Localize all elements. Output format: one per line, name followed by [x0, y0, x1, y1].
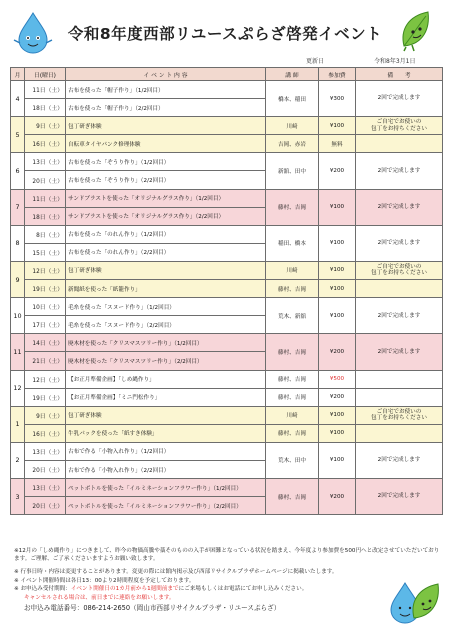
table-header-row [11, 68, 443, 81]
date-cell: 21日（土） [25, 352, 66, 370]
note-cell [356, 135, 443, 153]
note-cell [356, 280, 443, 298]
event-content-cell: 自転車タイヤパンク修理体験 [66, 135, 266, 153]
updated-label: 更新日 [306, 58, 325, 65]
month-cell: 6 [11, 153, 25, 189]
event-content-cell: サンドブラストを使った「オリジナルグラス作り」（1/2回目） [66, 189, 266, 207]
table-row [11, 424, 443, 442]
instructor-cell: 新舘、田中 [266, 153, 319, 189]
event-content-cell: ペットボトルを使った「イルミネーションフラワー作り」（1/2回目） [66, 479, 266, 497]
date-cell: 19日（土） [25, 388, 66, 406]
table-row [11, 225, 443, 243]
date-cell: 11日（土） [25, 81, 66, 99]
event-content-cell: 【お正月準備企画】「しめ縄作り」 [66, 370, 266, 388]
event-content-cell: 牛乳パックを使った「紙すき体験」 [66, 424, 266, 442]
fee-cell: ¥500 [319, 370, 356, 388]
event-content-cell: 古布で作る「小物入れ作り」（1/2回目） [66, 442, 266, 460]
event-content-cell: 毛糸を使った「スヌード作り」（1/2回目） [66, 298, 266, 316]
fee-cell: 無料 [319, 135, 356, 153]
instructor-cell: 川﨑 [266, 117, 319, 135]
note-cell: ご自宅でお使いの 包丁をお持ちください [356, 117, 443, 135]
table-row [11, 442, 443, 460]
note-cell: ご自宅でお使いの 包丁をお持ちください [356, 261, 443, 279]
event-content-cell: 古布を使った「ぞうり作り」（1/2回目） [66, 153, 266, 171]
month-cell: 5 [11, 117, 25, 153]
header-instructor: 講 師 [266, 68, 319, 81]
date-cell: 13日（土） [25, 479, 66, 497]
header-fee: 参加費 [319, 68, 356, 81]
note-cell [356, 388, 443, 406]
instructor-cell: 川﨑 [266, 261, 319, 279]
note-schedule-change: ※ 行事日時・内容は変更することがあります。変更の際には館内掲示及び西部リサイクルプラザホームページに掲載いたします。 [14, 569, 338, 576]
instructor-cell: 藤村、吉岡 [266, 388, 319, 406]
instructor-cell: 藤村、吉岡 [266, 370, 319, 388]
month-cell: 9 [11, 261, 25, 297]
date-cell: 13日（土） [25, 153, 66, 171]
header-month: 月 [11, 68, 25, 81]
date-cell: 12日（土） [25, 370, 66, 388]
event-content-cell: 新聞紙を使った「紙籠作り」 [66, 280, 266, 298]
instructor-cell: 橋本、稲田 [266, 81, 319, 117]
note-cell: 2回で完成します [356, 153, 443, 189]
fee-cell: ¥200 [319, 479, 356, 515]
table-row [11, 189, 443, 207]
header-date: 日(曜日) [25, 68, 66, 81]
fee-cell: ¥300 [319, 81, 356, 117]
updated-value: 令和8年3月1日 [374, 58, 416, 65]
date-cell: 20日（土） [25, 460, 66, 478]
note-cancel: キャンセルされる場合は、前日までに連絡をお願いします。 [24, 595, 175, 602]
note-cell [356, 370, 443, 388]
instructor-cell: 荒木、田中 [266, 442, 319, 478]
note-cell: 2回で完成します [356, 81, 443, 117]
date-cell: 20日（土） [25, 497, 66, 515]
header-note: 備 考 [356, 68, 443, 81]
fee-cell: ¥100 [319, 280, 356, 298]
note-phone: お申込み電話番号：086-214-2650（岡山市西部リサイクルプラザ・リユースぷらざ） [24, 603, 281, 612]
date-cell: 19日（土） [25, 280, 66, 298]
event-content-cell: ペットボトルを使った「イルミネーションフラワー作り」（2/2回目） [66, 497, 266, 515]
date-cell: 16日（土） [25, 424, 66, 442]
fee-cell: ¥100 [319, 424, 356, 442]
instructor-cell: 吉岡、赤岩 [266, 135, 319, 153]
month-cell: 10 [11, 298, 25, 334]
event-content-cell: 毛糸を使った「スヌード作り」（2/2回目） [66, 316, 266, 334]
event-content-cell: 古布を使った「帽子作り」（2/2回目） [66, 99, 266, 117]
note-cell: 2回で完成します [356, 442, 443, 478]
table-row [11, 261, 443, 279]
month-cell: 8 [11, 225, 25, 261]
fee-cell: ¥200 [319, 334, 356, 370]
note-event-time: ※ イベント開催時間は各日13：00より2時間程度を予定しております。 [14, 577, 195, 584]
table-row [11, 298, 443, 316]
header-content: イ ベ ン ト 内 容 [66, 68, 266, 81]
note-cell [356, 424, 443, 442]
instructor-cell: 藤村、吉岡 [266, 479, 319, 515]
month-cell: 11 [11, 334, 25, 370]
event-content-cell: サンドブラストを使った「オリジナルグラス作り」（2/2回目） [66, 207, 266, 225]
event-content-cell: 古布を使った「ぞうり作り」（2/2回目） [66, 171, 266, 189]
application-period-highlight: イベント開催日の1カ月前から1週間前まで [70, 586, 179, 593]
table-row [11, 370, 443, 388]
note-cell: 2回で完成します [356, 298, 443, 334]
table-row [11, 153, 443, 171]
note-cell: 2回で完成します [356, 334, 443, 370]
date-cell: 15日（土） [25, 243, 66, 261]
event-schedule-table [10, 67, 443, 515]
table-row [11, 406, 443, 424]
instructor-cell: 稲田、橋本 [266, 225, 319, 261]
event-content-cell: 包丁研ぎ体験 [66, 261, 266, 279]
table-row [11, 280, 443, 298]
date-cell: 11日（土） [25, 189, 66, 207]
note-cell: 2回で完成します [356, 479, 443, 515]
fee-cell: ¥100 [319, 225, 356, 261]
mascot-leaf-icon [404, 580, 446, 624]
fee-cell: ¥100 [319, 298, 356, 334]
table-row [11, 117, 443, 135]
note-cell: 2回で完成します [356, 189, 443, 225]
event-content-cell: 古布を使った「のれん作り」（2/2回目） [66, 243, 266, 261]
application-period-label: ※ お申込み受付期間： [14, 586, 71, 593]
instructor-cell: 藤村、吉岡 [266, 334, 319, 370]
date-cell: 9日（土） [25, 406, 66, 424]
table-row [11, 388, 443, 406]
application-period-method: にご来場もしくはお電話にてお申し込みください。 [178, 586, 308, 593]
date-cell: 12日（土） [25, 261, 66, 279]
event-content-cell: 【お正月準備企画】「ミニ門松作り」 [66, 388, 266, 406]
instructor-cell: 荒木、新舘 [266, 298, 319, 334]
event-content-cell: 古布を使った「帽子作り」（1/2回目） [66, 81, 266, 99]
table-row [11, 479, 443, 497]
date-cell: 17日（土） [25, 316, 66, 334]
month-cell: 12 [11, 370, 25, 406]
month-cell: 1 [11, 406, 25, 442]
note-cell: 2回で完成します [356, 225, 443, 261]
date-cell: 16日（土） [25, 135, 66, 153]
date-cell: 10日（土） [25, 298, 66, 316]
date-cell: 14日（土） [25, 334, 66, 352]
date-cell: 9日（土） [25, 117, 66, 135]
event-content-cell: 包丁研ぎ体験 [66, 406, 266, 424]
month-cell: 4 [11, 81, 25, 117]
table-row [11, 135, 443, 153]
fee-cell: ¥100 [319, 117, 356, 135]
note-cell: ご自宅でお使いの 包丁をお持ちください [356, 406, 443, 424]
fee-cell: ¥100 [319, 189, 356, 225]
event-content-cell: 古布を使った「のれん作り」（1/2回目） [66, 225, 266, 243]
month-cell: 7 [11, 189, 25, 225]
footnote: ※12月の「しめ縄作り」につきまして、昨今の物価高騰や藁そのものの入手が困難となっている状況を踏まえ、今年度より参加費を500円へと改定させていただいております。ご理解、ご了承くださいますようお願い致します。 [14, 548, 440, 562]
date-cell: 13日（土） [25, 442, 66, 460]
table-row [11, 81, 443, 99]
event-content-cell: 包丁研ぎ体験 [66, 117, 266, 135]
instructor-cell: 藤村、吉岡 [266, 424, 319, 442]
date-cell: 20日（土） [25, 171, 66, 189]
date-cell: 18日（土） [25, 99, 66, 117]
note-application-period [14, 585, 442, 594]
fee-cell: ¥200 [319, 153, 356, 189]
instructor-cell: 藤村、吉岡 [266, 189, 319, 225]
month-cell: 3 [11, 479, 25, 515]
event-content-cell: 廃木材を使った「クリスマスツリー作り」（2/2回目） [66, 352, 266, 370]
fee-cell: ¥100 [319, 406, 356, 424]
page-title: 令和8年度西部リユースぷらざ啓発イベント [67, 25, 383, 43]
fee-cell: ¥100 [319, 442, 356, 478]
fee-cell: ¥200 [319, 388, 356, 406]
table-row [11, 334, 443, 352]
event-content-cell: 古布で作る「小物入れ作り」（2/2回目） [66, 460, 266, 478]
date-cell: 18日（土） [25, 207, 66, 225]
month-cell: 2 [11, 442, 25, 478]
instructor-cell: 藤村、吉岡 [266, 280, 319, 298]
footer-notes [14, 548, 442, 613]
event-content-cell: 廃木材を使った「クリスマスツリー作り」（1/2回目） [66, 334, 266, 352]
fee-cell: ¥100 [319, 261, 356, 279]
instructor-cell: 川﨑 [266, 406, 319, 424]
date-cell: 8日（土） [25, 225, 66, 243]
